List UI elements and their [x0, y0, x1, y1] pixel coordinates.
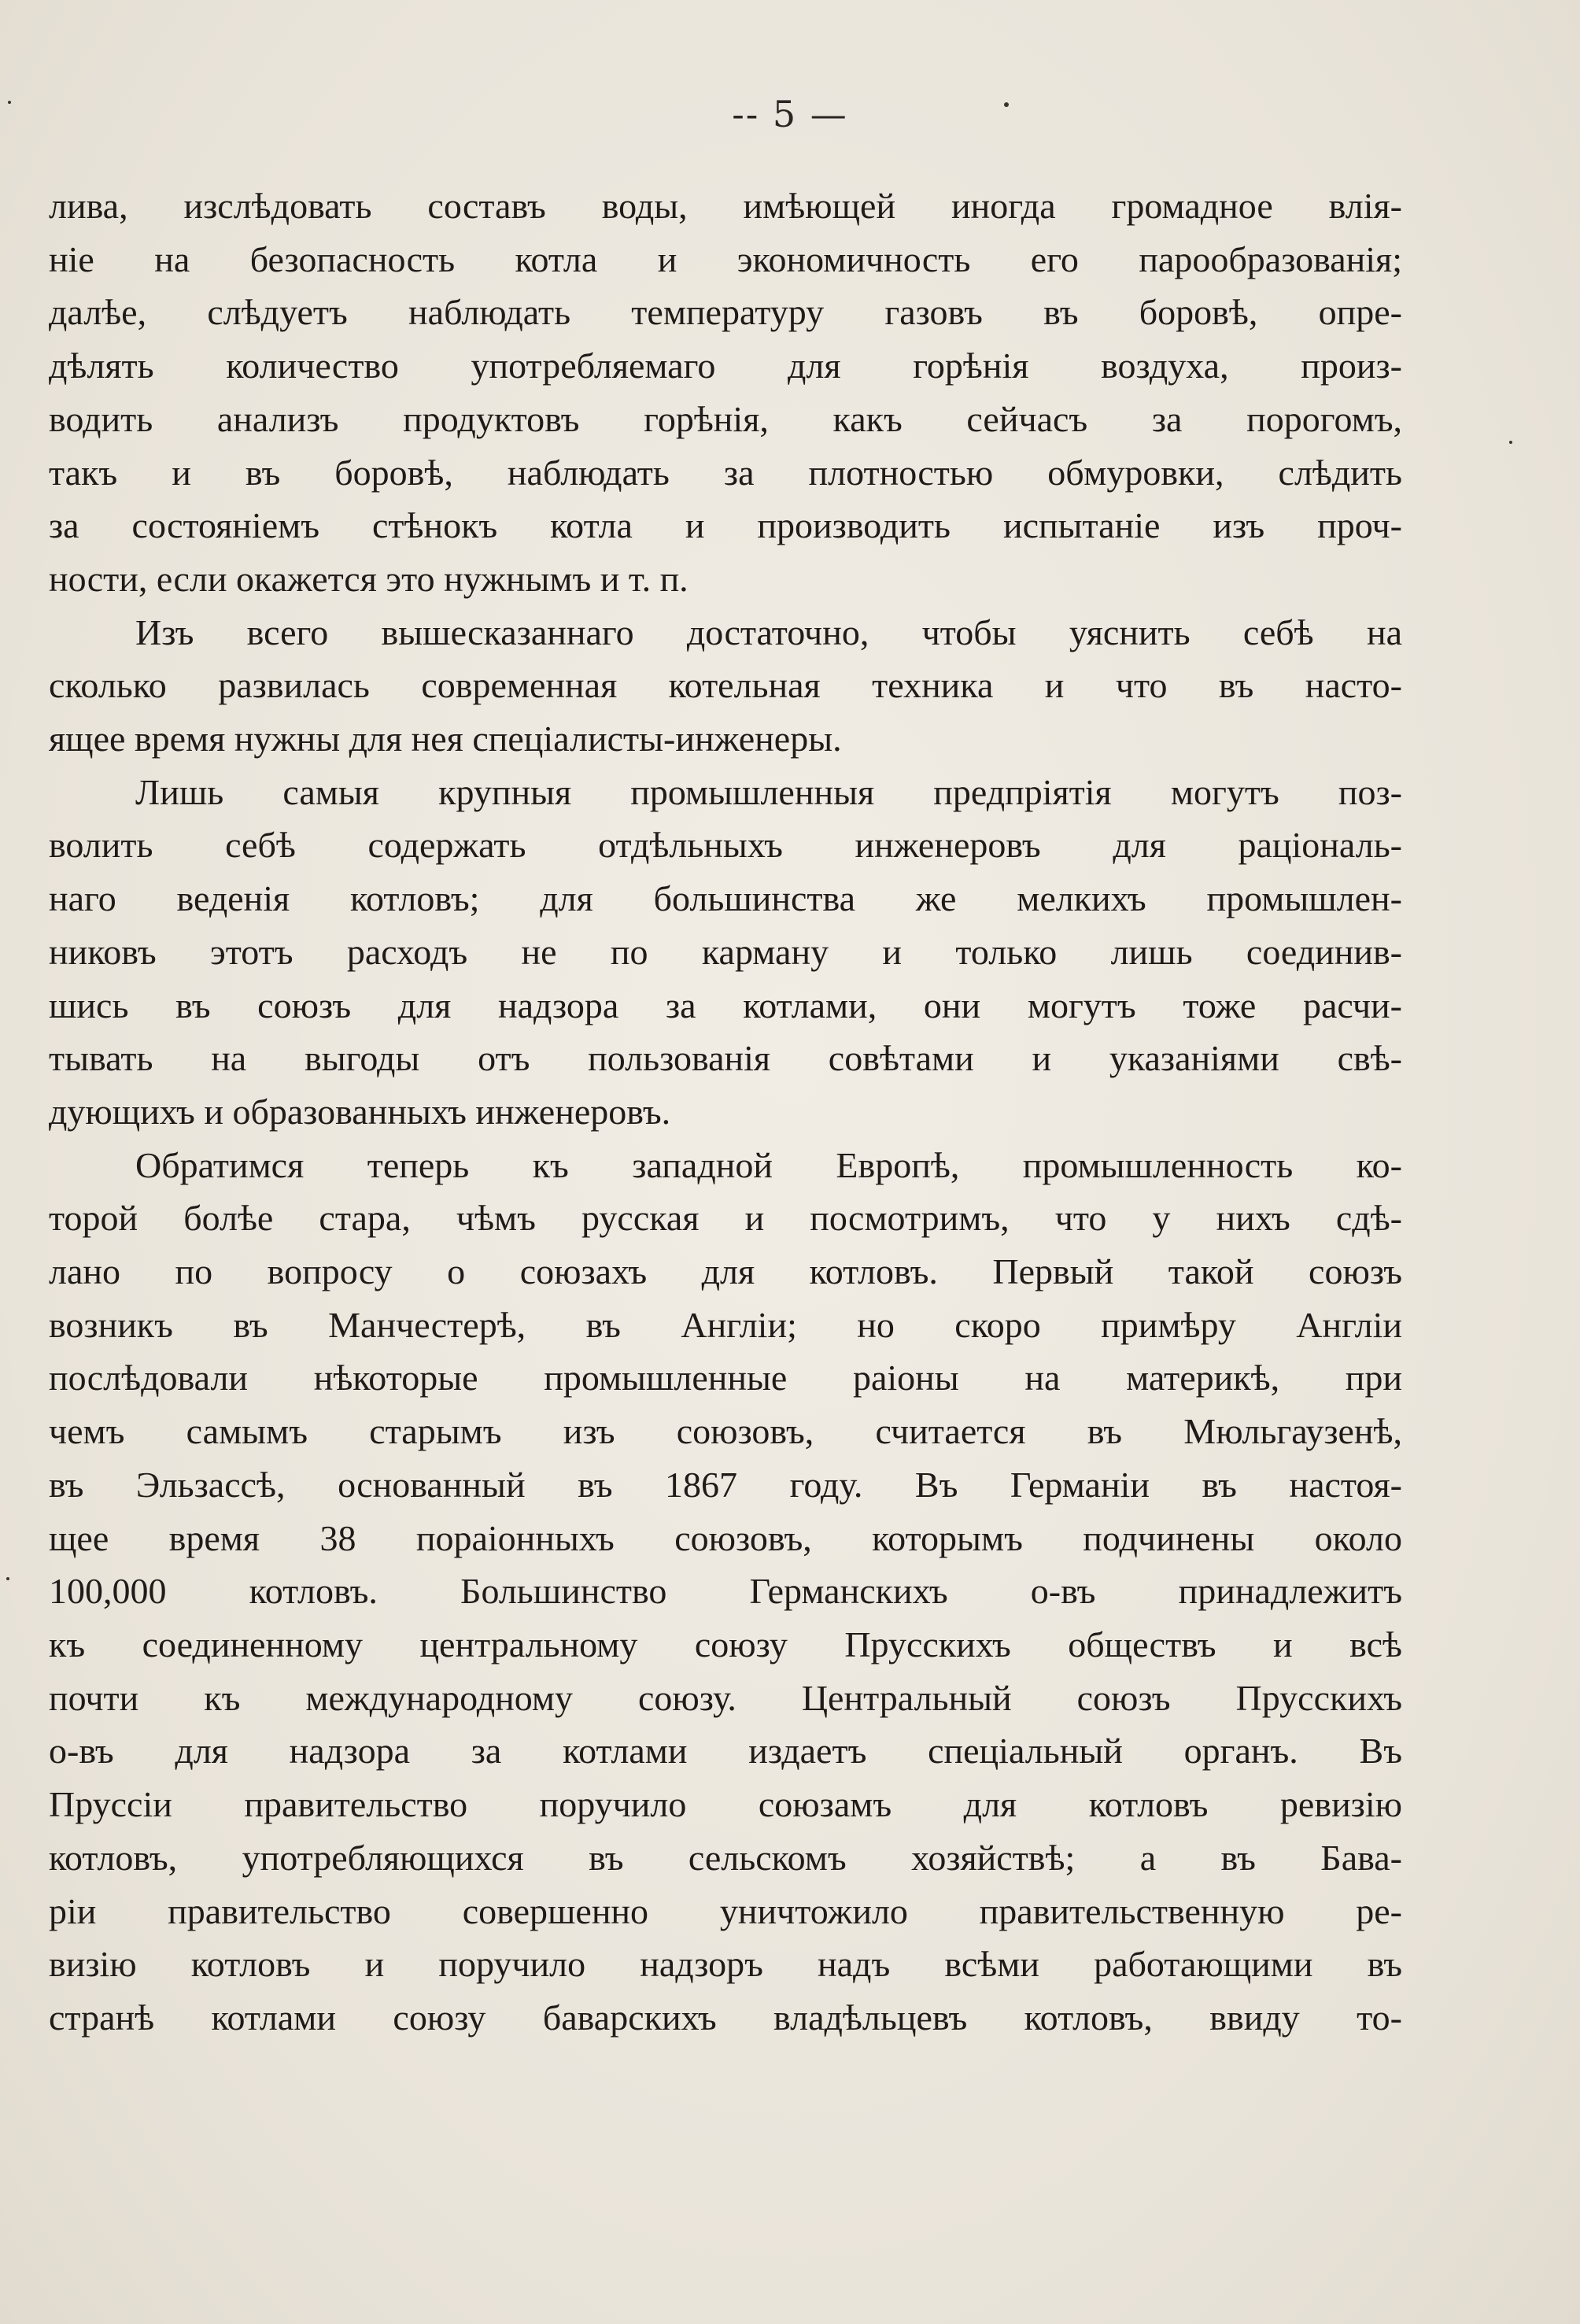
text-line: послѣдовали нѣкоторые промышленные раіоны на материкѣ, при: [49, 1358, 1402, 1398]
text-line: къ соединенному центральному союзу Прусскихъ обществъ и всѣ: [49, 1624, 1402, 1664]
text-line: Пруссіи правительство поручило союзамъ для котловъ ревизію: [49, 1784, 1402, 1825]
text-line: сколько развилась современная котельная техника и что въ насто-: [49, 665, 1402, 706]
text-line: за состояніемъ стѣнокъ котла и производить испытаніе изъ проч-: [49, 505, 1402, 546]
text-line: водить анализъ продуктовъ горѣнія, какъ сейчасъ за порогомъ,: [49, 398, 1402, 439]
text-line: ящее время нужны для нея спеціалисты-инженеры.: [49, 719, 842, 759]
text-line: никовъ этотъ расходъ не по карману и только лишь соединив-: [49, 931, 1402, 972]
text-line: наго веденія котловъ; для большинства же мелкихъ промышлен-: [49, 878, 1402, 919]
print-speck: [8, 101, 11, 104]
text-line: лива, изслѣдовать составъ воды, имѣющей иногда громадное влія-: [49, 186, 1402, 226]
text-line: дѣлять количество употребляемаго для горѣнія воздуха, произ-: [49, 345, 1402, 386]
text-line: ріи правительство совершенно уничтожило правительственную ре-: [49, 1890, 1402, 1931]
text-line: ности, если окажется это нужнымъ и т. п.: [49, 558, 688, 599]
paragraph-2: [49, 606, 1402, 766]
text-line: щее время 38 пораіонныхъ союзовъ, которымъ подчинены около: [49, 1517, 1402, 1558]
text-line: о-въ для надзора за котлами издаетъ спеціальный органъ. Въ: [49, 1731, 1402, 1772]
text-line: такъ и въ боровѣ, наблюдать за плотностью обмуровки, слѣдить: [49, 452, 1402, 493]
text-line: котловъ, употребляющихся въ сельскомъ хозяйствѣ; а въ Бава-: [49, 1837, 1402, 1878]
text-line: шись въ союзъ для надзора за котлами, они могутъ тоже расчи-: [49, 985, 1402, 1025]
page-number: -- 5 —: [732, 93, 848, 135]
paragraph-1: [49, 179, 1402, 606]
text-line: торой болѣе стара, чѣмъ русская и посмотримъ, что у нихъ сдѣ-: [49, 1198, 1402, 1239]
text-line: визію котловъ и поручило надзоръ надъ всѣми работающими въ: [49, 1944, 1402, 1985]
text-line: волить себѣ содержать отдѣльныхъ инженеровъ для раціональ-: [49, 825, 1402, 866]
print-speck: [1004, 102, 1009, 107]
text-line: Обратимся теперь къ западной Европѣ, промышленность ко-: [135, 1144, 1402, 1185]
paragraph-3: [49, 766, 1402, 1139]
text-line: въ Эльзассѣ, основанный въ 1867 году. Въ Германіи въ настоя-: [49, 1464, 1402, 1505]
text-line: чемъ самымъ старымъ изъ союзовъ, считается въ Мюльгаузенѣ,: [49, 1411, 1402, 1452]
print-speck: [6, 1577, 9, 1580]
text-line: лано по вопросу о союзахъ для котловъ. Первый такой союзъ: [49, 1251, 1402, 1292]
text-line: почти къ международному союзу. Центральный союзъ Прусскихъ: [49, 1677, 1402, 1718]
text-line: странѣ котлами союзу баварскихъ владѣльцевъ котловъ, ввиду то-: [49, 1997, 1402, 2038]
paragraph-4: [49, 1139, 1402, 2045]
body-text: [49, 179, 1402, 2045]
text-line: Изъ всего вышесказаннаго достаточно, чтобы уяснить себѣ на: [135, 611, 1402, 652]
text-line: тывать на выгоды отъ пользованія совѣтами и указаніями свѣ-: [49, 1038, 1402, 1079]
text-line: далѣе, слѣдуетъ наблюдать температуру газовъ въ боровѣ, опре-: [49, 292, 1402, 333]
print-speck: [1509, 441, 1512, 444]
text-line: ніе на безопасность котла и экономичность его парообразованія;: [49, 238, 1402, 279]
text-line: дующихъ и образованныхъ инженеровъ.: [49, 1091, 671, 1132]
text-line: 100,000 котловъ. Большинство Германскихъ о-въ принадлежитъ: [49, 1571, 1402, 1612]
text-line: возникъ въ Манчестерѣ, въ Англіи; но скоро примѣру Англіи: [49, 1304, 1402, 1345]
text-line: Лишь самыя крупныя промышленныя предпріятія могутъ поз-: [135, 771, 1402, 812]
